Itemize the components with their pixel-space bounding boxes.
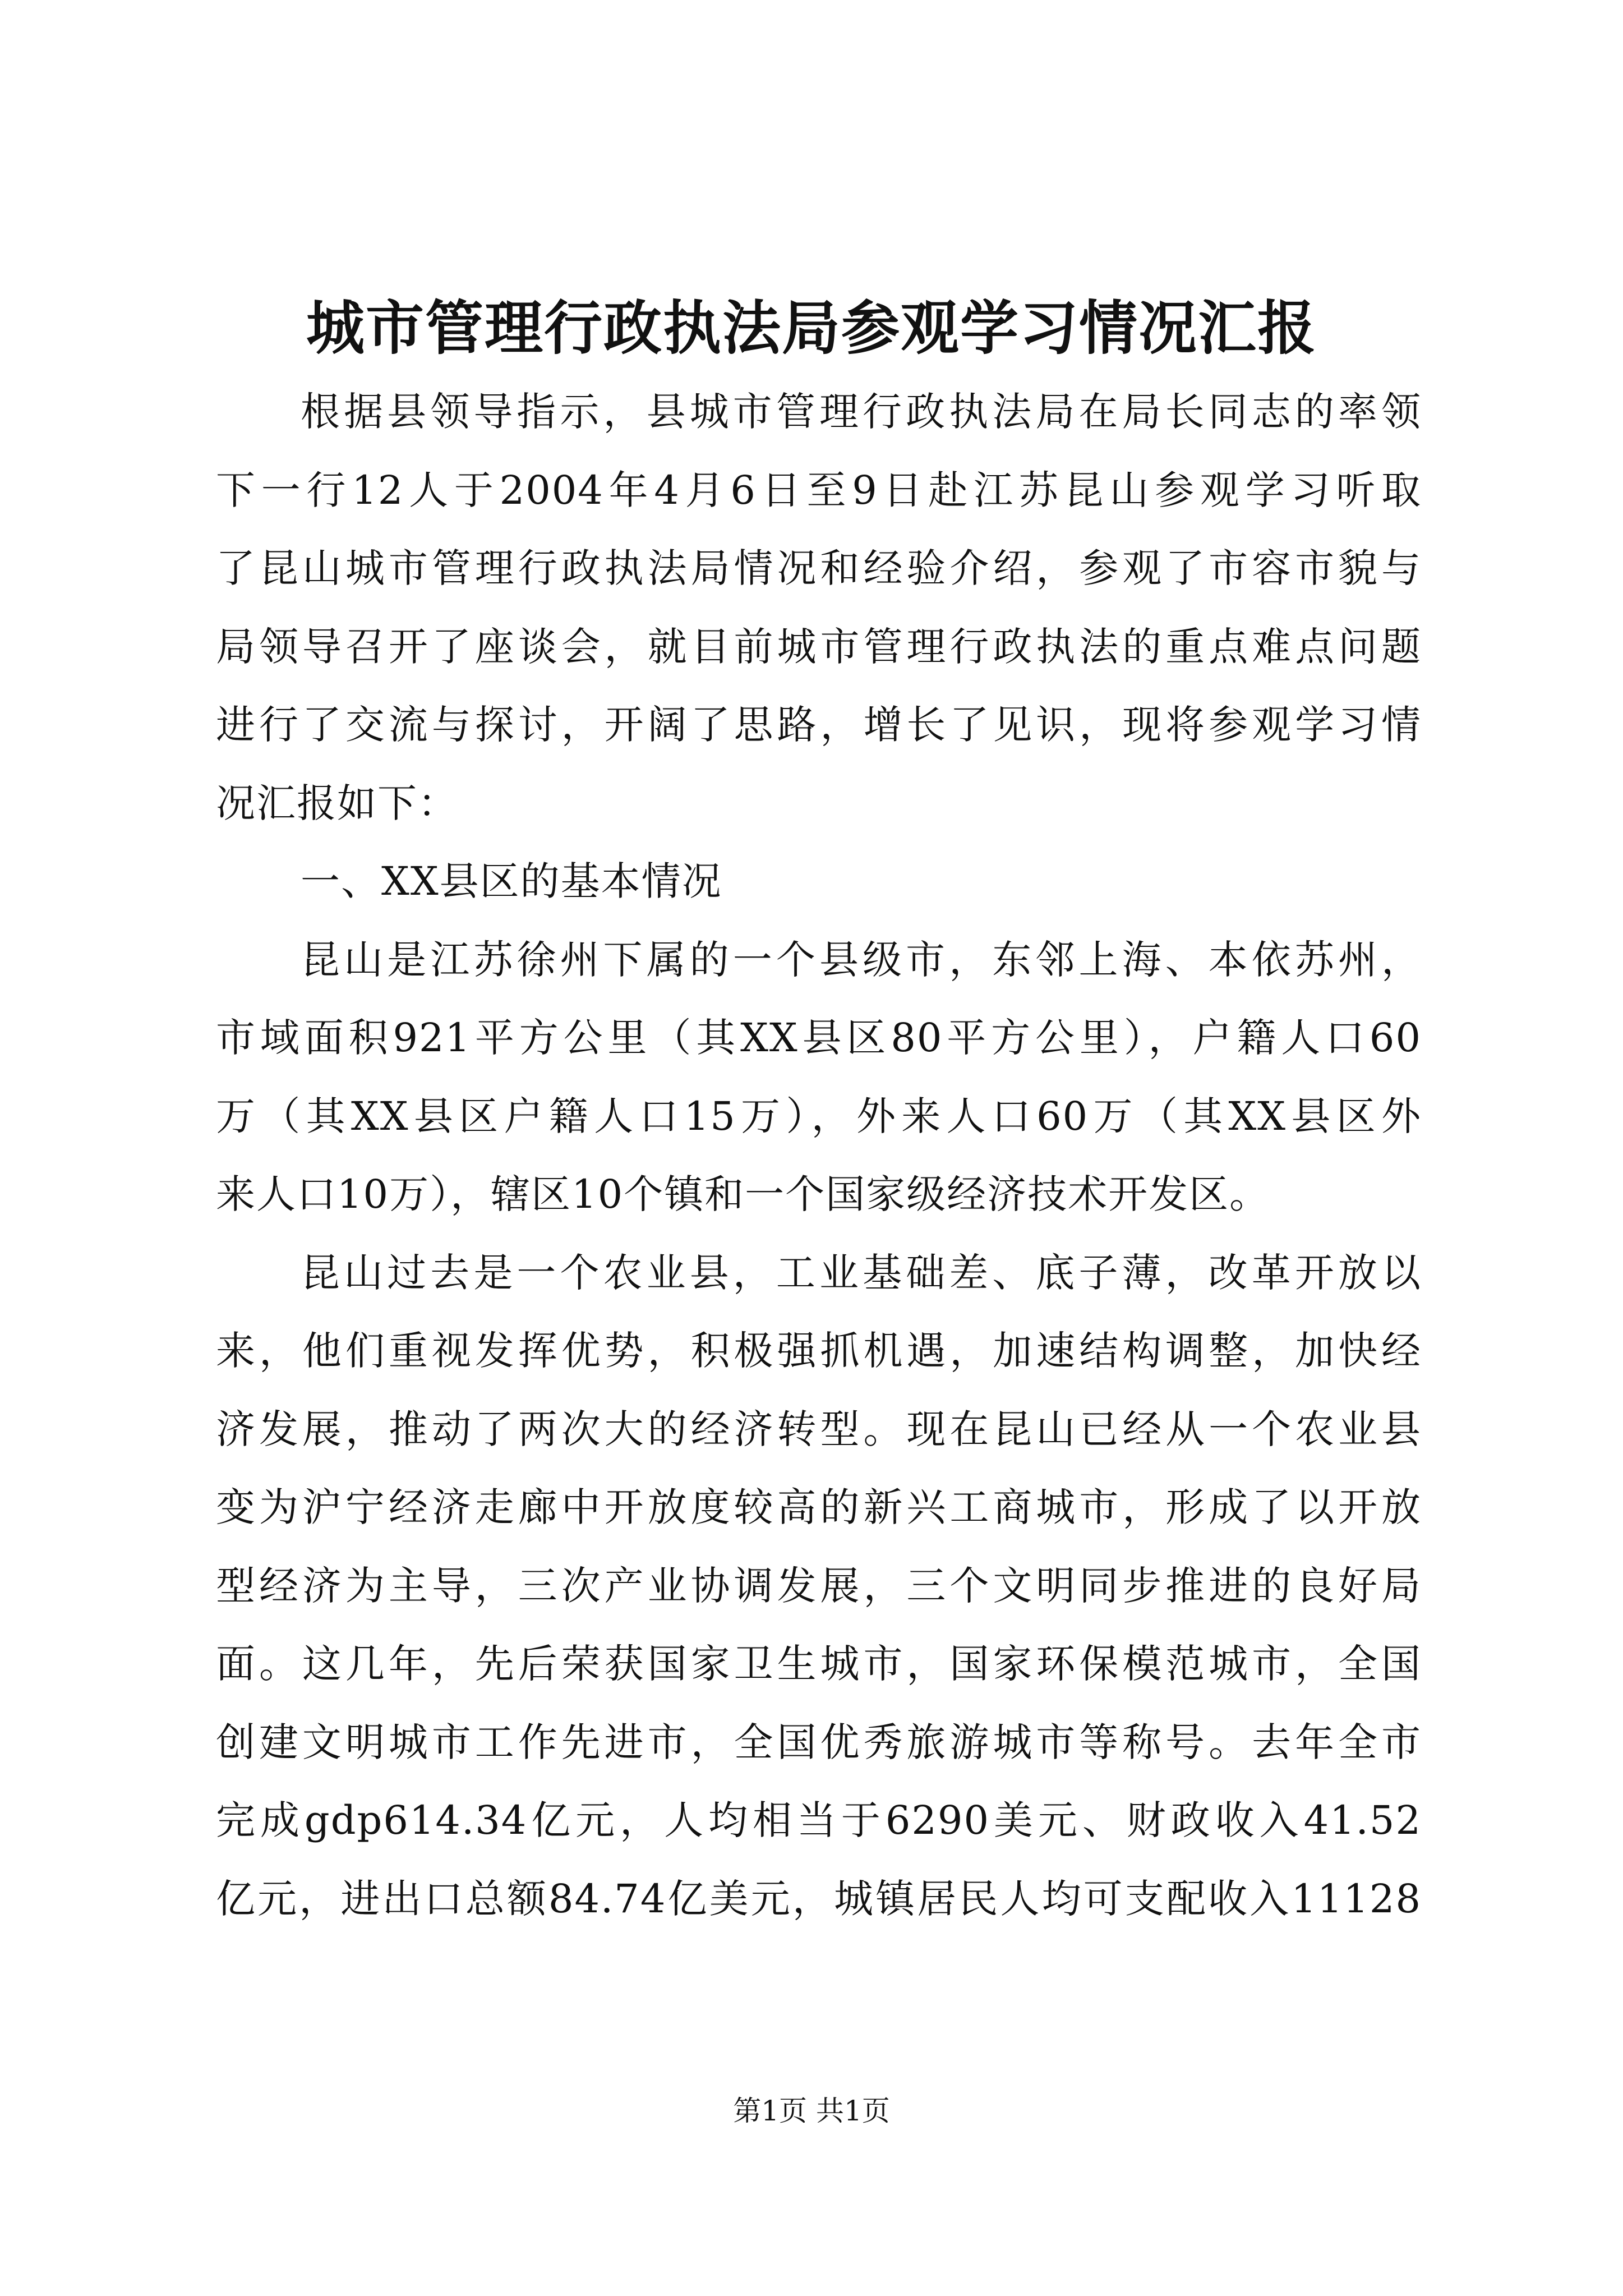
- text-line-12: 昆山过去是一个农业县，工业基础差、底子薄，改革开放以: [301, 1249, 1422, 1296]
- section-heading-1: 一、XX县区的基本情况: [301, 858, 722, 904]
- text-line-19: 完成gdp614.34亿元，人均相当于6290美元、财政收入41.52: [216, 1797, 1422, 1843]
- text-line-17: 面。这几年，先后荣获国家卫生城市，国家环保模范城市，全国: [216, 1641, 1422, 1687]
- text-line-2: 下一行12人于2004年4月6日至9日赴江苏昆山参观学习听取: [216, 467, 1422, 513]
- text-line-6: 况汇报如下：: [216, 780, 458, 826]
- text-line-9: 市域面积921平方公里（其XX县区80平方公里），户籍人口60: [216, 1015, 1422, 1061]
- text-line-14: 济发展，推动了两次大的经济转型。现在昆山已经从一个农业县: [216, 1406, 1422, 1452]
- text-line-13: 来，他们重视发挥优势，积极强抓机遇，加速结构调整，加快经: [216, 1328, 1422, 1374]
- text-line-18: 创建文明城市工作先进市，全国优秀旅游城市等称号。去年全市: [216, 1719, 1422, 1765]
- text-line-20: 亿元，进出口总额84.74亿美元，城镇居民人均可支配收入11128: [216, 1875, 1422, 1922]
- text-line-3: 了昆山城市管理行政执法局情况和经验介绍，参观了市容市貌与: [216, 545, 1422, 591]
- text-line-4: 局领导召开了座谈会，就目前城市管理行政执法的重点难点问题: [216, 623, 1422, 670]
- document-title: 城市管理行政执法局参观学习情况汇报: [306, 293, 1317, 362]
- page-footer: 第1页 共1页: [733, 2095, 890, 2127]
- text-line-5: 进行了交流与探讨，开阔了思路，增长了见识，现将参观学习情: [216, 702, 1422, 748]
- text-line-11: 来人口10万），辖区10个镇和一个国家级经济技术开发区。: [216, 1171, 1270, 1217]
- document-body: [216, 373, 1422, 1938]
- text-line-8: 昆山是江苏徐州下属的一个县级市，东邻上海、本依苏州，: [301, 936, 1422, 983]
- text-line-10: 万（其XX县区户籍人口15万），外来人口60万（其XX县区外: [216, 1093, 1422, 1139]
- text-line-15: 变为沪宁经济走廊中开放度较高的新兴工商城市，形成了以开放: [216, 1484, 1422, 1530]
- text-line-16: 型经济为主导，三次产业协调发展，三个文明同步推进的良好局: [216, 1562, 1422, 1609]
- text-line-1: 根据县领导指示，县城市管理行政执法局在局长同志的率领: [301, 389, 1422, 435]
